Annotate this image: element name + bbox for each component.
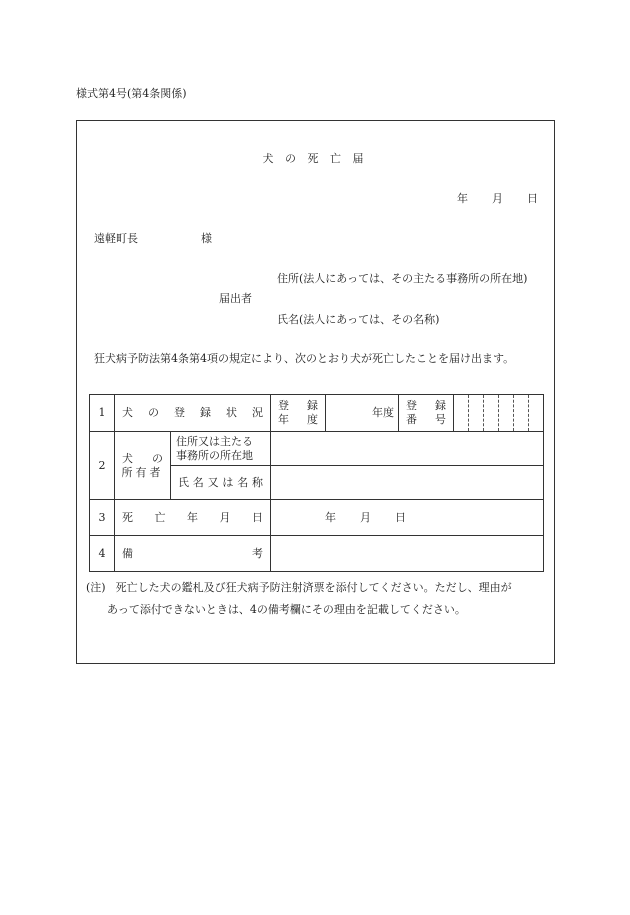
note — [86, 577, 554, 621]
row-number: 3 — [90, 500, 115, 536]
dog-registration-status-label: 犬 の 登 録 状 況 — [115, 395, 271, 432]
note-prefix: (注) — [86, 581, 106, 594]
table-row — [90, 536, 544, 572]
addressee-honorific: 様 — [201, 232, 212, 245]
death-date-field[interactable]: 年 月 日 — [271, 500, 544, 536]
owner-name-label: 氏 名 又 は 名 称 — [171, 466, 271, 500]
table-row — [90, 432, 544, 466]
applicant-name-label: 氏名(法人にあっては、その名称) — [277, 313, 440, 326]
registration-year-label: 登 録 年 度 — [271, 395, 326, 432]
owner-address-label: 住所又は主たる 事務所の所在地 — [171, 432, 271, 466]
date-year: 年 — [457, 192, 468, 205]
applicant-label: 届出者 — [219, 292, 252, 305]
owner-label: 犬 の 所有者 — [115, 432, 171, 500]
form-number: 様式第4号(第4条関係) — [76, 87, 187, 100]
table-row — [90, 500, 544, 536]
row-number: 1 — [90, 395, 115, 432]
death-date-label: 死 亡 年 月 日 — [115, 500, 271, 536]
applicant-address-label: 住所(法人にあっては、その主たる事務所の所在地) — [277, 272, 528, 285]
registration-number-label: 登 録 番 号 — [399, 395, 454, 432]
row-number: 2 — [90, 432, 115, 500]
table-row — [90, 395, 544, 432]
owner-address-field[interactable] — [271, 432, 544, 466]
registration-year-field[interactable]: 年度 — [326, 395, 399, 432]
addressee-name: 遠軽町長 — [94, 232, 138, 245]
note-line2: あって添付できないときは、4の備考欄にその理由を記載してください。 — [107, 603, 466, 616]
note-line1: 死亡した犬の鑑札及び狂犬病予防注射済票を添付してください。ただし、理由が — [115, 581, 512, 594]
remarks-field[interactable] — [271, 536, 544, 572]
form-title: 犬 の 死 亡 届 — [262, 152, 368, 165]
remarks-label: 備 考 — [115, 536, 271, 572]
date-month: 月 — [492, 192, 503, 205]
row-number: 4 — [90, 536, 115, 572]
owner-name-field[interactable] — [271, 466, 544, 500]
date-day: 日 — [527, 192, 538, 205]
registration-number-field[interactable] — [454, 395, 544, 432]
statement: 狂犬病予防法第4条第4項の規定により、次のとおり犬が死亡したことを届け出ます。 — [94, 352, 515, 365]
registration-table — [89, 394, 544, 572]
